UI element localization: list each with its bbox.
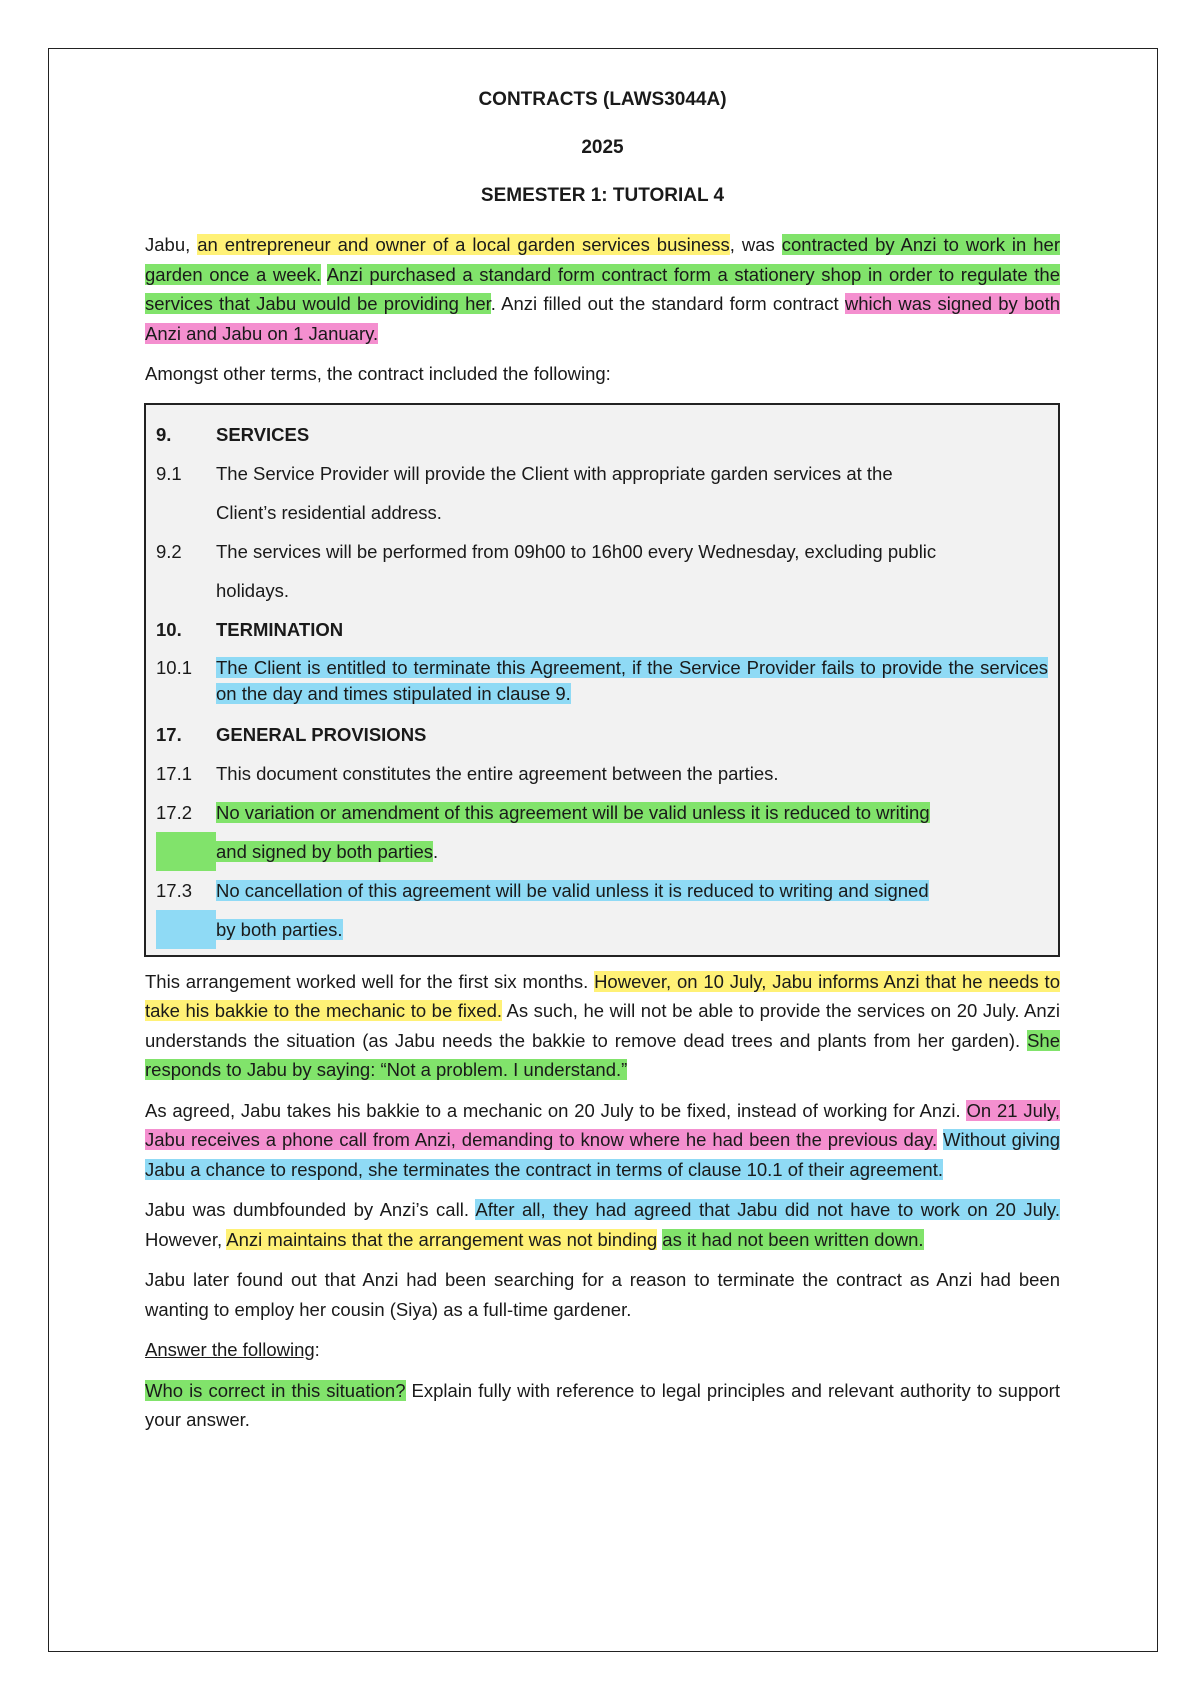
- highlight-green-indent: [156, 832, 216, 871]
- clause-9-2: [156, 532, 1048, 571]
- clause-17-2: [156, 793, 1048, 832]
- highlight-yellow: However, on 10 July, Jabu informs Anzi that he needs to take his bakkie to the mechanic to be fixed.: [145, 970, 1060, 1021]
- document-body: [145, 86, 1060, 1446]
- clause-text-wrap: [216, 910, 1048, 949]
- clause-number: 10.1: [156, 656, 193, 678]
- clause-10-heading: [156, 610, 1048, 649]
- clause-number: 17.: [156, 723, 182, 745]
- clause-number: 17.3: [156, 879, 193, 901]
- highlight-blue-indent: [156, 910, 216, 949]
- highlight-blue: Without giving Jabu a chance to respond, she terminates the contract in terms of clause 10.1 of their agreement.: [145, 1129, 1060, 1180]
- highlight-yellow: an entrepreneur and owner of a local garden services business: [197, 234, 730, 255]
- clause-title: SERVICES: [216, 423, 310, 445]
- course-title: CONTRACTS (LAWS3044A): [478, 89, 727, 110]
- highlight-green: contracted by Anzi to work in her garden once a week.: [145, 234, 1060, 285]
- paragraph-termination: [145, 1096, 1060, 1185]
- clause-17-3-cont: [156, 910, 1048, 949]
- text-run: As agreed, Jabu takes his bakkie to a mechanic on 20 July to be fixed, instead of working for Anzi.: [145, 1099, 967, 1121]
- highlight-yellow: Anzi maintains that the arrangement was not binding: [226, 1228, 658, 1250]
- paragraph-arrangement: [145, 967, 1060, 1085]
- clause-title: TERMINATION: [216, 618, 344, 640]
- clause-9-1: [156, 454, 1048, 493]
- clause-text: The Service Provider will provide the Client with appropriate garden services at the: [216, 462, 893, 484]
- highlight-blue: The Client is entitled to terminate this Agreement, if the Service Provider fails to provide the services on the day and times stipulated in clause 9.: [216, 656, 1048, 704]
- clause-number: 9.: [156, 423, 172, 445]
- clause-9-heading: [156, 415, 1048, 454]
- clause-17-heading: [156, 715, 1048, 754]
- text-run: As such, he will not be able to provide the services on 20 July. Anzi understands the situation (as Jabu needs the bakkie to remove dead trees and plants from her garden).: [145, 1000, 1060, 1051]
- highlight-green: No variation or amendment of this agreement will be valid unless it is reduced to writing: [216, 801, 930, 823]
- clause-text-wrap: [216, 655, 1048, 707]
- text-run: , was: [729, 234, 782, 255]
- highlight-green: and signed by both parties: [216, 840, 434, 862]
- highlight-pink: which was signed by both Anzi and Jabu on 1 January.: [145, 293, 1060, 344]
- text-run: Jabu,: [145, 234, 198, 255]
- highlight-green: Anzi purchased a standard form contract form a stationery shop in order to regulate the services that Jabu would be providing her: [145, 263, 1060, 314]
- text-run: [321, 264, 327, 285]
- answer-heading: [145, 1335, 1060, 1365]
- clause-9-1-cont: [156, 493, 1048, 532]
- text-run: However,: [145, 1228, 227, 1250]
- highlight-blue: After all, they had agreed that Jabu did not have to work on 20 July.: [475, 1199, 1061, 1220]
- highlight-blue: No cancellation of this agreement will be valid unless it is reduced to writing and signed: [216, 879, 929, 901]
- tutorial-title: SEMESTER 1: TUTORIAL 4: [480, 185, 725, 206]
- text-run: . Anzi filled out the standard form contract: [490, 293, 845, 314]
- highlight-blue: by both parties.: [216, 918, 343, 940]
- clause-10-1: [156, 655, 1048, 707]
- question-paragraph: [145, 1376, 1060, 1435]
- year-title: 2025: [581, 137, 624, 158]
- clause-text: Client’s residential address.: [216, 501, 442, 523]
- clause-number: 10.: [156, 618, 182, 640]
- text-run: .: [433, 840, 439, 862]
- text-run: This arrangement worked well for the first six months.: [145, 970, 595, 992]
- clause-number: 17.2: [156, 801, 193, 823]
- text-run: Explain fully with reference to legal principles and relevant authority to support your answer.: [145, 1379, 1060, 1430]
- paragraph-dispute: [145, 1195, 1060, 1254]
- clause-number: 17.1: [156, 762, 193, 784]
- answer-heading-text: Answer the following: [145, 1339, 315, 1360]
- text-run: Jabu was dumbfounded by Anzi’s call.: [145, 1199, 476, 1220]
- clause-number: 9.1: [156, 462, 182, 484]
- clause-text: holidays.: [216, 579, 290, 601]
- clause-17-1: [156, 754, 1048, 793]
- clause-text: This document constitutes the entire agreement between the parties.: [216, 762, 779, 784]
- paragraph-facts-intro: [145, 230, 1060, 348]
- paragraph-motive: Jabu later found out that Anzi had been searching for a reason to terminate the contract as Anzi had been wanting to employ her cousin (Siya) as a full-time gardener.: [145, 1269, 1060, 1320]
- clause-9-2-cont: [156, 571, 1048, 610]
- clause-text-wrap: [216, 793, 1048, 832]
- text-run: :: [314, 1339, 320, 1360]
- clause-title: GENERAL PROVISIONS: [216, 723, 427, 745]
- highlight-green: She responds to Jabu by saying: “Not a problem. I understand.”: [145, 1029, 1060, 1080]
- clause-number: 9.2: [156, 540, 182, 562]
- contract-clauses-box: [144, 403, 1060, 957]
- clause-17-3: [156, 871, 1048, 910]
- highlight-green: Who is correct in this situation?: [145, 1379, 406, 1401]
- clause-text: The services will be performed from 09h00 to 16h00 every Wednesday, excluding public: [216, 540, 937, 562]
- clause-17-2-cont: [156, 832, 1048, 871]
- clause-text-wrap: [216, 832, 1048, 871]
- paragraph-terms-intro: Amongst other terms, the contract included the following:: [145, 363, 611, 384]
- highlight-green: as it had not been written down.: [662, 1228, 924, 1250]
- highlight-pink: On 21 July, Jabu receives a phone call from Anzi, demanding to know where he had been the previous day.: [145, 1099, 1061, 1150]
- clause-text-wrap: [216, 871, 1048, 910]
